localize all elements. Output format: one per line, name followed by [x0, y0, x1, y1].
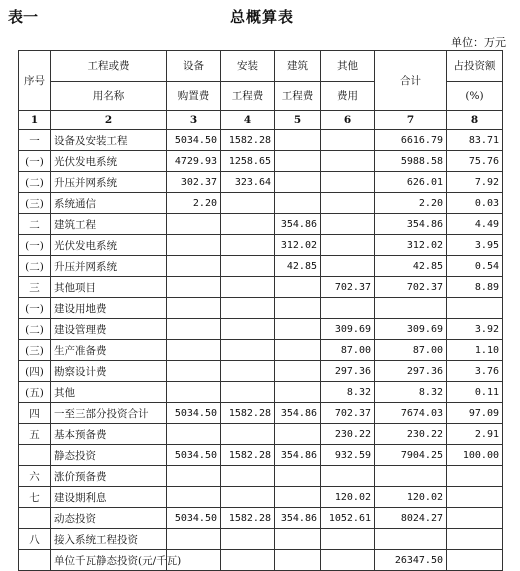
other-cell	[321, 256, 375, 277]
total-cell	[375, 466, 447, 487]
build-cell	[275, 319, 321, 340]
ratio-cell	[447, 529, 503, 550]
col-name-header-2: 用名称	[51, 82, 167, 111]
ratio-cell	[447, 550, 503, 571]
seq-cell	[19, 550, 51, 571]
build-cell	[275, 298, 321, 319]
seq-cell: (一)	[19, 298, 51, 319]
total-cell: 7904.25	[375, 445, 447, 466]
ratio-cell: 1.10	[447, 340, 503, 361]
name-cell: 光伏发电系统	[51, 151, 167, 172]
equip-cell	[167, 340, 221, 361]
build-cell	[275, 550, 321, 571]
equip-cell: 302.37	[167, 172, 221, 193]
col-build-header-2: 工程费	[275, 82, 321, 111]
seq-cell: (二)	[19, 172, 51, 193]
table-row	[19, 340, 503, 361]
ratio-cell: 100.00	[447, 445, 503, 466]
budget-table	[18, 50, 503, 571]
other-cell	[321, 235, 375, 256]
table-row	[19, 277, 503, 298]
install-cell	[221, 466, 275, 487]
install-cell	[221, 340, 275, 361]
header-row-1	[19, 51, 503, 82]
total-cell: 120.02	[375, 487, 447, 508]
seq-cell: 四	[19, 403, 51, 424]
name-cell: 接入系统工程投资	[51, 529, 167, 550]
equip-cell	[167, 529, 221, 550]
seq-cell: (一)	[19, 235, 51, 256]
seq-cell: (三)	[19, 340, 51, 361]
col-equip-header-1: 设备	[167, 51, 221, 82]
table-row	[19, 487, 503, 508]
ratio-cell: 2.91	[447, 424, 503, 445]
name-cell: 升压并网系统	[51, 172, 167, 193]
install-cell	[221, 529, 275, 550]
name-cell: 设备及安装工程	[51, 130, 167, 151]
ratio-cell: 97.09	[447, 403, 503, 424]
ratio-cell	[447, 298, 503, 319]
name-cell: 光伏发电系统	[51, 235, 167, 256]
other-cell: 702.37	[321, 277, 375, 298]
other-cell: 702.37	[321, 403, 375, 424]
install-cell	[221, 235, 275, 256]
build-cell	[275, 424, 321, 445]
build-cell: 354.86	[275, 214, 321, 235]
equip-cell	[167, 361, 221, 382]
name-cell: 基本预备费	[51, 424, 167, 445]
name-cell: 单位千瓦静态投资(元/千瓦)	[51, 550, 167, 571]
ratio-cell: 0.03	[447, 193, 503, 214]
install-cell: 1582.28	[221, 130, 275, 151]
seq-cell	[19, 508, 51, 529]
table-row	[19, 550, 503, 571]
table-row	[19, 130, 503, 151]
install-cell	[221, 256, 275, 277]
build-cell: 354.86	[275, 508, 321, 529]
other-cell	[321, 550, 375, 571]
index-cell: 3	[167, 111, 221, 130]
table-row	[19, 466, 503, 487]
table-row	[19, 382, 503, 403]
install-cell: 1582.28	[221, 403, 275, 424]
other-cell: 120.02	[321, 487, 375, 508]
col-install-header-2: 工程费	[221, 82, 275, 111]
equip-cell	[167, 319, 221, 340]
col-total-header: 合计	[375, 51, 447, 111]
table-row	[19, 172, 503, 193]
equip-cell	[167, 277, 221, 298]
equip-cell: 5034.50	[167, 445, 221, 466]
equip-cell	[167, 382, 221, 403]
total-cell: 5988.58	[375, 151, 447, 172]
table-row	[19, 508, 503, 529]
other-cell	[321, 529, 375, 550]
seq-cell: 八	[19, 529, 51, 550]
install-cell	[221, 298, 275, 319]
name-cell: 建设用地费	[51, 298, 167, 319]
equip-cell	[167, 214, 221, 235]
ratio-cell: 0.54	[447, 256, 503, 277]
build-cell	[275, 151, 321, 172]
other-cell	[321, 130, 375, 151]
build-cell	[275, 529, 321, 550]
seq-cell: 五	[19, 424, 51, 445]
seq-cell: 一	[19, 130, 51, 151]
name-cell: 系统通信	[51, 193, 167, 214]
ratio-cell: 3.92	[447, 319, 503, 340]
install-cell	[221, 487, 275, 508]
install-cell	[221, 193, 275, 214]
install-cell	[221, 361, 275, 382]
other-cell	[321, 151, 375, 172]
total-cell: 2.20	[375, 193, 447, 214]
build-cell	[275, 340, 321, 361]
equip-cell: 5034.50	[167, 403, 221, 424]
name-cell: 勘察设计费	[51, 361, 167, 382]
col-ratio-header-1: 占投资额	[447, 51, 503, 82]
name-cell: 涨价预备费	[51, 466, 167, 487]
install-cell	[221, 382, 275, 403]
name-cell: 一至三部分投资合计	[51, 403, 167, 424]
seq-cell: 七	[19, 487, 51, 508]
col-ratio-header-2: (%)	[447, 82, 503, 111]
col-name-header-1: 工程或费	[51, 51, 167, 82]
name-cell: 建设管理费	[51, 319, 167, 340]
ratio-cell	[447, 487, 503, 508]
col-install-header-1: 安装	[221, 51, 275, 82]
ratio-cell: 4.49	[447, 214, 503, 235]
ratio-cell: 3.76	[447, 361, 503, 382]
name-cell: 建设期利息	[51, 487, 167, 508]
total-cell: 354.86	[375, 214, 447, 235]
name-cell: 其他项目	[51, 277, 167, 298]
other-cell: 1052.61	[321, 508, 375, 529]
name-cell: 静态投资	[51, 445, 167, 466]
seq-cell: 六	[19, 466, 51, 487]
name-cell: 动态投资	[51, 508, 167, 529]
table-row	[19, 298, 503, 319]
install-cell	[221, 319, 275, 340]
total-cell: 7674.03	[375, 403, 447, 424]
equip-cell	[167, 466, 221, 487]
install-cell: 1582.28	[221, 445, 275, 466]
name-cell: 建筑工程	[51, 214, 167, 235]
name-cell: 升压并网系统	[51, 256, 167, 277]
col-build-header-1: 建筑	[275, 51, 321, 82]
index-cell: 1	[19, 111, 51, 130]
table-row	[19, 235, 503, 256]
equip-cell	[167, 256, 221, 277]
equip-cell	[167, 487, 221, 508]
ratio-cell: 7.92	[447, 172, 503, 193]
unit-label: 单位：万元	[451, 36, 506, 49]
total-cell: 626.01	[375, 172, 447, 193]
table-row	[19, 403, 503, 424]
build-cell: 42.85	[275, 256, 321, 277]
seq-cell: (五)	[19, 382, 51, 403]
other-cell	[321, 193, 375, 214]
install-cell	[221, 424, 275, 445]
col-equip-header-2: 购置费	[167, 82, 221, 111]
seq-cell: (二)	[19, 256, 51, 277]
col-other-header-1: 其他	[321, 51, 375, 82]
total-cell: 312.02	[375, 235, 447, 256]
seq-cell: (二)	[19, 319, 51, 340]
other-cell	[321, 298, 375, 319]
build-cell	[275, 466, 321, 487]
total-cell: 230.22	[375, 424, 447, 445]
seq-cell: 三	[19, 277, 51, 298]
build-cell	[275, 172, 321, 193]
equip-cell	[167, 424, 221, 445]
build-cell: 354.86	[275, 403, 321, 424]
table-row	[19, 424, 503, 445]
build-cell	[275, 277, 321, 298]
build-cell	[275, 361, 321, 382]
seq-cell: (一)	[19, 151, 51, 172]
index-cell: 8	[447, 111, 503, 130]
table-row	[19, 319, 503, 340]
equip-cell: 2.20	[167, 193, 221, 214]
build-cell	[275, 193, 321, 214]
index-row	[19, 111, 503, 130]
seq-cell	[19, 445, 51, 466]
install-cell	[221, 550, 275, 571]
build-cell	[275, 382, 321, 403]
equip-cell: 5034.50	[167, 130, 221, 151]
ratio-cell: 83.71	[447, 130, 503, 151]
index-cell: 4	[221, 111, 275, 130]
seq-cell: 二	[19, 214, 51, 235]
col-other-header-2: 费用	[321, 82, 375, 111]
install-cell: 323.64	[221, 172, 275, 193]
build-cell	[275, 130, 321, 151]
table-row	[19, 256, 503, 277]
other-cell: 297.36	[321, 361, 375, 382]
install-cell: 1582.28	[221, 508, 275, 529]
col-seq-header: 序号	[19, 51, 51, 111]
install-cell: 1258.65	[221, 151, 275, 172]
ratio-cell: 3.95	[447, 235, 503, 256]
install-cell	[221, 277, 275, 298]
index-cell: 7	[375, 111, 447, 130]
ratio-cell: 0.11	[447, 382, 503, 403]
ratio-cell	[447, 508, 503, 529]
equip-cell	[167, 235, 221, 256]
total-cell: 42.85	[375, 256, 447, 277]
total-cell: 8.32	[375, 382, 447, 403]
table-row	[19, 151, 503, 172]
index-cell: 6	[321, 111, 375, 130]
total-cell: 8024.27	[375, 508, 447, 529]
ratio-cell	[447, 466, 503, 487]
other-cell: 230.22	[321, 424, 375, 445]
total-cell: 26347.50	[375, 550, 447, 571]
equip-cell: 4729.93	[167, 151, 221, 172]
data-rows	[19, 130, 503, 571]
table-row	[19, 445, 503, 466]
index-cell: 2	[51, 111, 167, 130]
other-cell: 309.69	[321, 319, 375, 340]
total-cell: 309.69	[375, 319, 447, 340]
table-row	[19, 361, 503, 382]
seq-cell: (四)	[19, 361, 51, 382]
name-cell: 其他	[51, 382, 167, 403]
build-cell	[275, 487, 321, 508]
total-cell: 87.00	[375, 340, 447, 361]
total-cell: 297.36	[375, 361, 447, 382]
other-cell: 87.00	[321, 340, 375, 361]
other-cell	[321, 214, 375, 235]
table-row	[19, 193, 503, 214]
total-cell: 702.37	[375, 277, 447, 298]
ratio-cell: 75.76	[447, 151, 503, 172]
install-cell	[221, 214, 275, 235]
table-row	[19, 529, 503, 550]
other-cell: 932.59	[321, 445, 375, 466]
total-cell	[375, 529, 447, 550]
other-cell: 8.32	[321, 382, 375, 403]
equip-cell	[167, 298, 221, 319]
build-cell: 354.86	[275, 445, 321, 466]
equip-cell: 5034.50	[167, 508, 221, 529]
index-cell: 5	[275, 111, 321, 130]
total-cell	[375, 298, 447, 319]
page-title: 总概算表	[230, 8, 295, 26]
total-cell: 6616.79	[375, 130, 447, 151]
table-label: 表一	[8, 8, 39, 26]
name-cell: 生产准备费	[51, 340, 167, 361]
seq-cell: (三)	[19, 193, 51, 214]
build-cell: 312.02	[275, 235, 321, 256]
other-cell	[321, 172, 375, 193]
table-row	[19, 214, 503, 235]
other-cell	[321, 466, 375, 487]
ratio-cell: 8.89	[447, 277, 503, 298]
